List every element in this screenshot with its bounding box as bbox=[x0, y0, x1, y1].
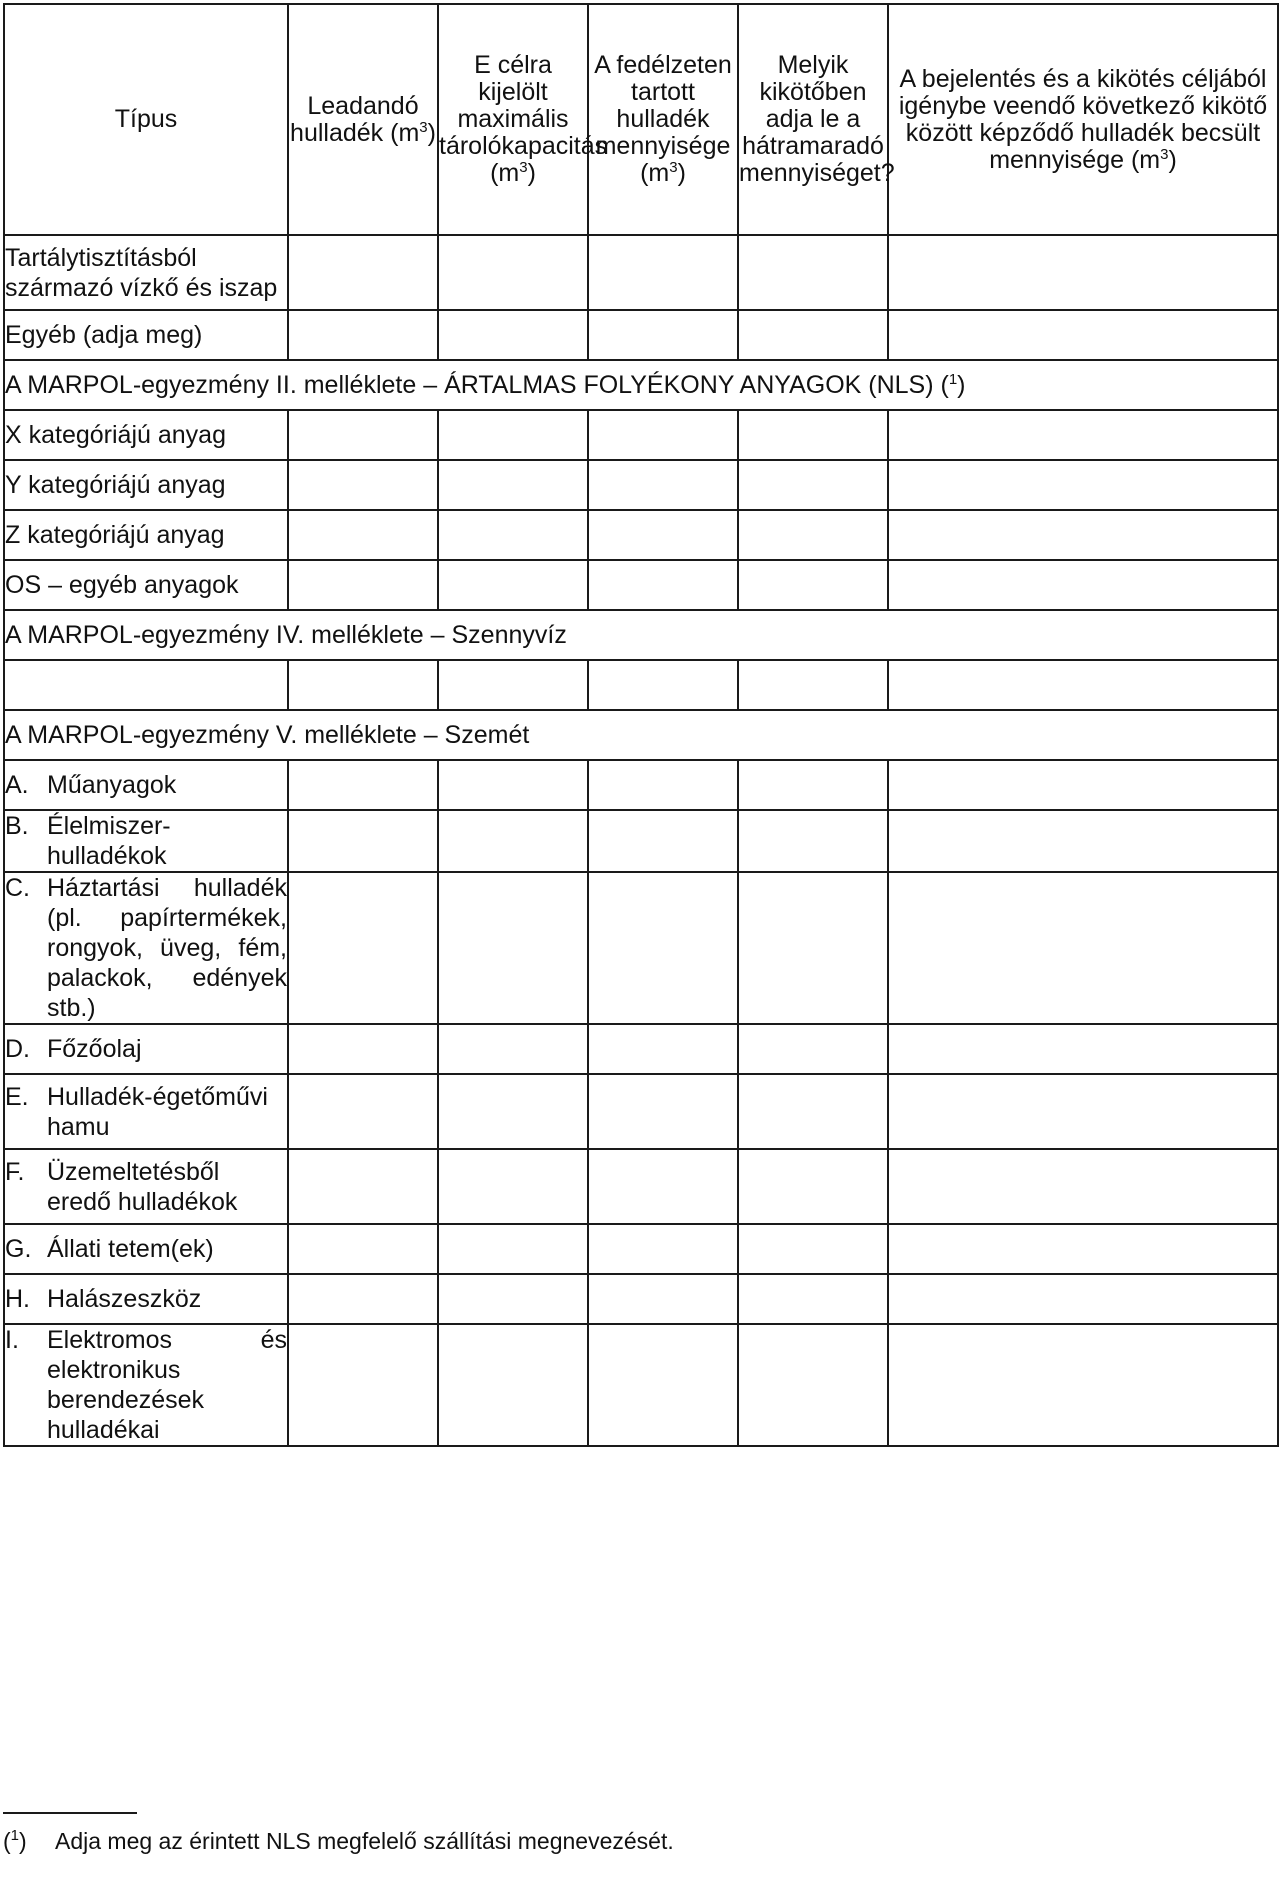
item-letter: B. bbox=[5, 812, 29, 840]
item-letter: E. bbox=[5, 1082, 29, 1111]
row-label: Y kategóriájú anyag bbox=[4, 460, 288, 510]
value-cell[interactable] bbox=[888, 235, 1278, 310]
value-cell[interactable] bbox=[588, 510, 738, 560]
value-cell[interactable] bbox=[288, 1074, 438, 1149]
value-cell[interactable] bbox=[288, 810, 438, 872]
value-cell[interactable] bbox=[738, 510, 888, 560]
table-row bbox=[4, 460, 1278, 510]
table-row bbox=[4, 810, 1278, 872]
value-cell[interactable] bbox=[888, 660, 1278, 710]
value-cell[interactable] bbox=[438, 1274, 588, 1324]
item-text: Műanyagok bbox=[47, 771, 177, 799]
row-label bbox=[4, 760, 288, 810]
value-cell[interactable] bbox=[588, 460, 738, 510]
value-cell[interactable] bbox=[288, 460, 438, 510]
section-annex-4: A MARPOL-egyezmény IV. melléklete – Szennyvíz bbox=[4, 610, 1278, 660]
value-cell[interactable] bbox=[888, 810, 1278, 872]
value-cell[interactable] bbox=[738, 310, 888, 360]
value-cell[interactable] bbox=[288, 1324, 438, 1446]
item-letter: A. bbox=[5, 771, 29, 799]
table-row bbox=[4, 760, 1278, 810]
item-letter: D. bbox=[5, 1035, 30, 1063]
table-row bbox=[4, 1149, 1278, 1224]
value-cell[interactable] bbox=[738, 1224, 888, 1274]
item-text: Élelmiszer-hulladékok bbox=[47, 812, 171, 870]
value-cell[interactable] bbox=[438, 760, 588, 810]
value-cell[interactable] bbox=[738, 1024, 888, 1074]
value-cell[interactable] bbox=[288, 510, 438, 560]
value-cell[interactable] bbox=[288, 1274, 438, 1324]
table-row bbox=[4, 1024, 1278, 1074]
header-delivery-port: Melyik kikötőben adja le a hátramaradó mennyiséget? bbox=[738, 4, 888, 235]
value-cell[interactable] bbox=[888, 1074, 1278, 1149]
footnote-text: Adja meg az érintett NLS megfelelő szállítási megnevezését. bbox=[55, 1828, 674, 1854]
value-cell[interactable] bbox=[438, 810, 588, 872]
value-cell[interactable] bbox=[438, 660, 588, 710]
value-cell[interactable] bbox=[738, 810, 888, 872]
value-cell[interactable] bbox=[588, 560, 738, 610]
row-label bbox=[4, 1224, 288, 1274]
value-cell[interactable] bbox=[438, 235, 588, 310]
row-label-empty[interactable] bbox=[4, 660, 288, 710]
value-cell[interactable] bbox=[588, 1224, 738, 1274]
value-cell[interactable] bbox=[588, 760, 738, 810]
value-cell[interactable] bbox=[888, 310, 1278, 360]
value-cell[interactable] bbox=[738, 1074, 888, 1149]
row-label bbox=[4, 1149, 288, 1224]
item-text: Elektromos és elektronikus berendezések hulladékai bbox=[47, 1326, 287, 1444]
section-annex-5: A MARPOL-egyezmény V. melléklete – Szemét bbox=[4, 710, 1278, 760]
value-cell[interactable] bbox=[888, 560, 1278, 610]
item-letter: H. bbox=[5, 1285, 30, 1313]
row-label bbox=[4, 810, 288, 872]
value-cell[interactable] bbox=[588, 872, 738, 1024]
value-cell[interactable] bbox=[888, 1324, 1278, 1446]
value-cell[interactable] bbox=[588, 1324, 738, 1446]
row-label: Tartálytisztításból származó vízkő és iszap bbox=[4, 235, 288, 310]
value-cell[interactable] bbox=[738, 1324, 888, 1446]
value-cell[interactable] bbox=[288, 872, 438, 1024]
header-estimated-waste: A bejelentés és a kikötés céljából igénybe veendő következő kikötő között képződő hulladék becsült mennyisége $(m^3)$ bbox=[888, 4, 1278, 235]
value-cell[interactable] bbox=[288, 410, 438, 460]
value-cell[interactable] bbox=[888, 1224, 1278, 1274]
value-cell[interactable] bbox=[588, 660, 738, 710]
item-text: Halászeszköz bbox=[47, 1285, 202, 1313]
header-retained-on-board: A fedélzeten tartott hulladék mennyisége $(m^3)$ bbox=[588, 4, 738, 235]
value-cell[interactable] bbox=[588, 310, 738, 360]
table-row bbox=[4, 872, 1278, 1024]
item-letter: C. bbox=[5, 874, 30, 902]
row-label bbox=[4, 872, 288, 1024]
table-row bbox=[4, 560, 1278, 610]
table-row bbox=[4, 1324, 1278, 1446]
value-cell[interactable] bbox=[888, 1274, 1278, 1324]
value-cell[interactable] bbox=[288, 310, 438, 360]
value-cell[interactable] bbox=[438, 1149, 588, 1224]
value-cell[interactable] bbox=[738, 235, 888, 310]
value-cell[interactable] bbox=[288, 560, 438, 610]
value-cell[interactable] bbox=[588, 1149, 738, 1224]
value-cell[interactable] bbox=[888, 872, 1278, 1024]
footnote-rule bbox=[3, 1812, 137, 1814]
value-cell[interactable] bbox=[738, 660, 888, 710]
value-cell[interactable] bbox=[588, 235, 738, 310]
value-cell[interactable] bbox=[438, 1024, 588, 1074]
item-text: Hulladék-égetőművi hamu bbox=[47, 1082, 268, 1141]
table-row bbox=[4, 235, 1278, 310]
row-label bbox=[4, 1274, 288, 1324]
item-letter: I. bbox=[5, 1326, 19, 1354]
header-row bbox=[4, 4, 1278, 235]
value-cell[interactable] bbox=[288, 1224, 438, 1274]
value-cell[interactable] bbox=[588, 1074, 738, 1149]
row-label bbox=[4, 1024, 288, 1074]
value-cell[interactable] bbox=[288, 660, 438, 710]
item-text: Háztartási hulladék (pl. papírtermékek, rongyok, üveg, fém, palackok, edények stb.) bbox=[47, 874, 287, 1022]
footnote bbox=[3, 1827, 674, 1855]
row-label: Egyéb (adja meg) bbox=[4, 310, 288, 360]
value-cell[interactable] bbox=[438, 1324, 588, 1446]
value-cell[interactable] bbox=[738, 760, 888, 810]
value-cell[interactable] bbox=[438, 460, 588, 510]
value-cell[interactable] bbox=[438, 1224, 588, 1274]
value-cell[interactable] bbox=[438, 510, 588, 560]
value-cell[interactable] bbox=[738, 872, 888, 1024]
value-cell[interactable] bbox=[888, 410, 1278, 460]
section-row bbox=[4, 610, 1278, 660]
value-cell[interactable] bbox=[888, 510, 1278, 560]
waste-table bbox=[3, 3, 1279, 1447]
waste-form bbox=[3, 3, 1279, 1447]
item-text: Állati tetem(ek) bbox=[47, 1235, 214, 1263]
section-row bbox=[4, 360, 1278, 410]
value-cell[interactable] bbox=[288, 235, 438, 310]
row-label: Z kategóriájú anyag bbox=[4, 510, 288, 560]
item-text: Főzőolaj bbox=[47, 1035, 142, 1063]
table-row bbox=[4, 660, 1278, 710]
value-cell[interactable] bbox=[438, 560, 588, 610]
value-cell[interactable] bbox=[738, 560, 888, 610]
value-cell[interactable] bbox=[588, 1024, 738, 1074]
table-row bbox=[4, 1274, 1278, 1324]
value-cell[interactable] bbox=[888, 1149, 1278, 1224]
table-row bbox=[4, 1074, 1278, 1149]
value-cell[interactable] bbox=[438, 310, 588, 360]
section-annex-2: A MARPOL-egyezmény II. melléklete – ÁRTALMAS FOLYÉKONY ANYAGOK (NLS) ($^1$) bbox=[4, 360, 1278, 410]
value-cell[interactable] bbox=[738, 410, 888, 460]
header-max-storage: E célra kijelölt maximális tárolókapacitás $(m^3)$ bbox=[438, 4, 588, 235]
item-text: Üzemeltetésből eredő hulladékok bbox=[47, 1157, 238, 1216]
value-cell[interactable] bbox=[888, 760, 1278, 810]
value-cell[interactable] bbox=[588, 810, 738, 872]
value-cell[interactable] bbox=[738, 1274, 888, 1324]
value-cell[interactable] bbox=[288, 760, 438, 810]
value-cell[interactable] bbox=[438, 872, 588, 1024]
row-label: OS – egyéb anyagok bbox=[4, 560, 288, 610]
row-label: X kategóriájú anyag bbox=[4, 410, 288, 460]
value-cell[interactable] bbox=[888, 1024, 1278, 1074]
item-letter: G. bbox=[5, 1235, 32, 1263]
row-label bbox=[4, 1074, 288, 1149]
header-type: Típus bbox=[4, 4, 288, 235]
value-cell[interactable] bbox=[888, 460, 1278, 510]
section-row bbox=[4, 710, 1278, 760]
value-cell[interactable] bbox=[588, 1274, 738, 1324]
value-cell[interactable] bbox=[738, 1149, 888, 1224]
footnote-marker: ($^1$) bbox=[3, 1827, 27, 1854]
value-cell[interactable] bbox=[288, 1024, 438, 1074]
table-row bbox=[4, 1224, 1278, 1274]
item-letter: F. bbox=[5, 1157, 25, 1186]
value-cell[interactable] bbox=[438, 1074, 588, 1149]
row-label bbox=[4, 1324, 288, 1446]
value-cell[interactable] bbox=[588, 410, 738, 460]
table-row bbox=[4, 510, 1278, 560]
table-row bbox=[4, 410, 1278, 460]
header-waste-to-deliver: Leadandó hulladék $(m^3)$ bbox=[288, 4, 438, 235]
value-cell[interactable] bbox=[438, 410, 588, 460]
value-cell[interactable] bbox=[288, 1149, 438, 1224]
table-row bbox=[4, 310, 1278, 360]
value-cell[interactable] bbox=[738, 460, 888, 510]
